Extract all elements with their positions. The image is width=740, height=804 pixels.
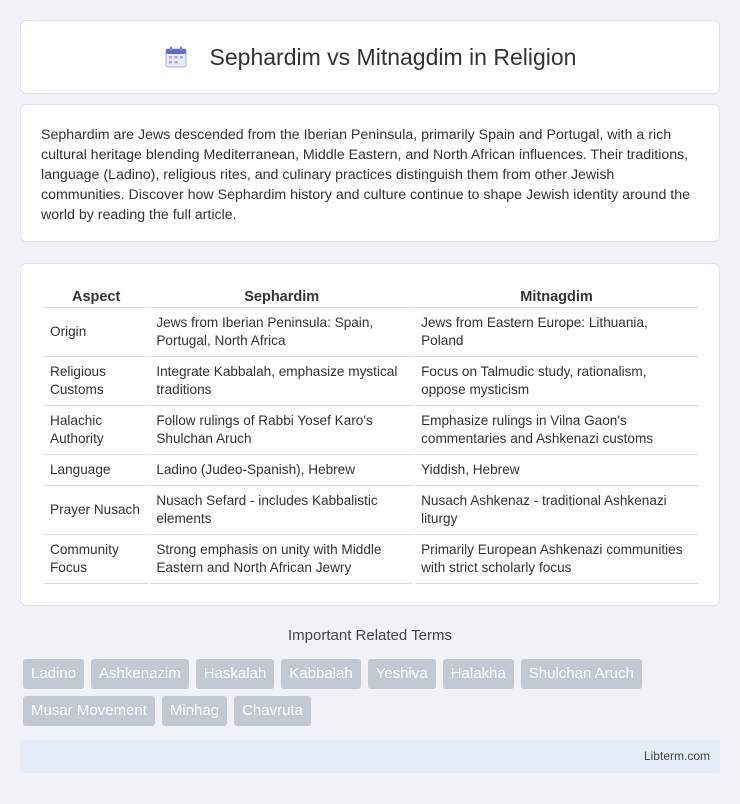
related-terms-tags [23, 659, 723, 733]
table-cell-mitnagdim: Jews from Eastern Europe: Lithuania, Poland [415, 308, 698, 357]
table-row [44, 535, 698, 584]
table-cell-mitnagdim: Nusach Ashkenaz - traditional Ashkenazi liturgy [415, 486, 698, 535]
tag-yeshiva[interactable]: Yeshiva [368, 659, 436, 689]
table-cell-aspect: Halachic Authority [44, 406, 148, 455]
table-cell-sephardim: Follow rulings of Rabbi Yosef Karo's Shulchan Aruch [150, 406, 413, 455]
tag-halakha[interactable]: Halakha [443, 659, 514, 689]
table-row [44, 406, 698, 455]
table-cell-aspect: Prayer Nusach [44, 486, 148, 535]
tag-kabbalah[interactable]: Kabbalah [281, 659, 360, 689]
intro-card [20, 104, 720, 242]
table-cell-sephardim: Nusach Sefard - includes Kabbalistic elements [150, 486, 413, 535]
table-cell-mitnagdim: Yiddish, Hebrew [415, 455, 698, 486]
table-cell-aspect: Religious Customs [44, 357, 148, 406]
column-header-sephardim: Sephardim [150, 286, 413, 308]
tag-ashkenazim[interactable]: Ashkenazim [91, 659, 189, 689]
related-terms-title: Important Related Terms [288, 627, 452, 644]
table-cell-aspect: Origin [44, 308, 148, 357]
table-row [44, 308, 698, 357]
page-title: Sephardim vs Mitnagdim in Religion [209, 43, 577, 70]
table-cell-aspect: Language [44, 455, 148, 486]
tag-chavruta[interactable]: Chavruta [234, 696, 311, 726]
table-cell-mitnagdim: Primarily European Ashkenazi communities with strict scholarly focus [415, 535, 698, 584]
table-header-row [44, 286, 698, 308]
tag-haskalah[interactable]: Haskalah [196, 659, 275, 689]
table-cell-mitnagdim: Emphasize rulings in Vilna Gaon's commentaries and Ashkenazi customs [415, 406, 698, 455]
footer [20, 740, 720, 773]
tag-musar-movement[interactable]: Musar Movement [23, 696, 155, 726]
tag-shulchan-aruch[interactable]: Shulchan Aruch [521, 659, 642, 689]
column-header-aspect: Aspect [44, 286, 148, 308]
column-header-mitnagdim: Mitnagdim [415, 286, 698, 308]
table-cell-sephardim: Integrate Kabbalah, emphasize mystical traditions [150, 357, 413, 406]
table-cell-mitnagdim: Focus on Talmudic study, rationalism, oppose mysticism [415, 357, 698, 406]
table-cell-sephardim: Jews from Iberian Peninsula: Spain, Portugal, North Africa [150, 308, 413, 357]
table-row [44, 357, 698, 406]
table-cell-sephardim: Ladino (Judeo-Spanish), Hebrew [150, 455, 413, 486]
footer-site-link[interactable]: Libterm.com [643, 749, 710, 763]
tag-ladino[interactable]: Ladino [23, 659, 84, 689]
table-row [44, 455, 698, 486]
comparison-table [42, 286, 700, 584]
table-row [44, 486, 698, 535]
tag-minhag[interactable]: Minhag [162, 696, 227, 726]
calendar-icon [164, 45, 188, 69]
comparison-table-card [20, 263, 720, 606]
table-cell-sephardim: Strong emphasis on unity with Middle Eastern and North African Jewry [150, 535, 413, 584]
intro-text: Sephardim are Jews descended from the Iberian Peninsula, primarily Spain and Portugal, with a rich cultural heritage blending Mediterranean, Middle Eastern, and North African influences. Their traditions, language (Ladino), religious rites, and culinary practices distinguish them from other Jewish communities. Discover how Sephardim history and culture continue to shape Jewish identity around the world by reading the full article. [41, 127, 691, 223]
header-card [20, 20, 720, 94]
table-cell-aspect: Community Focus [44, 535, 148, 584]
